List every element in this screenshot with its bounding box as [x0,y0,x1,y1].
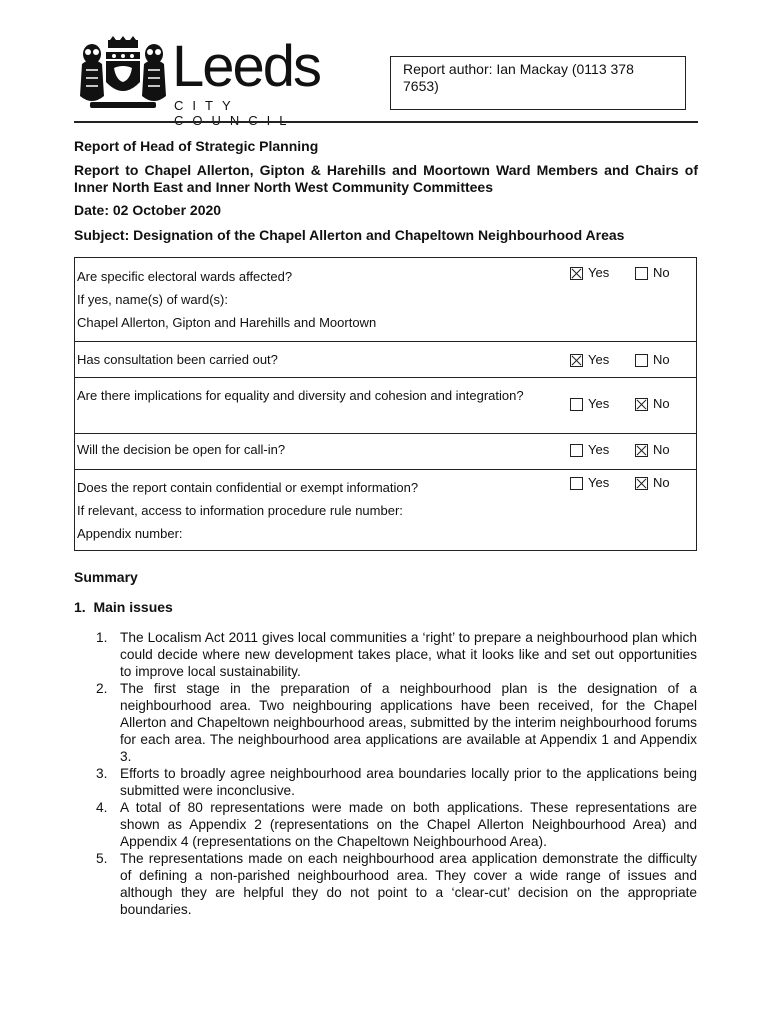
checkbox-unchecked-icon[interactable] [570,398,583,411]
no-option[interactable]: No [635,396,670,412]
question-text: Has consultation been carried out? [77,352,278,367]
report-to: Report to Chapel Allerton, Gipton & Harehills and Moortown Ward Members and Chairs of Inner North East and Inner North West Community Committees [74,162,698,195]
yes-option[interactable]: Yes [570,396,609,412]
logo-subtitle: CITY [174,98,240,113]
no-option[interactable]: No [635,265,670,281]
question-row-wards [75,258,696,342]
checkbox-unchecked-icon[interactable] [635,267,648,280]
question-text: Does the report contain confidential or exempt information? [77,480,419,495]
question-text: Are specific electoral wards affected? [77,269,293,284]
checkbox-checked-icon[interactable] [635,398,648,411]
checkbox-checked-icon[interactable] [570,267,583,280]
questions-table [74,257,697,551]
list-item: 5. The representations made on each neighbourhood area application demonstrate the difficulty of defining a non-parished neighbourhood area. They cover a wide range of issues and although they are helpful they do not point to a ‘clear-cut’ decision on the appropriate boundaries. [96,851,697,917]
yes-option[interactable]: Yes [570,352,609,368]
checkbox-unchecked-icon[interactable] [635,354,648,367]
question-row-call-in [75,434,696,470]
leeds-city-council-logo [78,36,358,116]
logo-wordmark: Leeds [172,34,321,99]
report-of: Report of Head of Strategic Planning [74,138,319,154]
question-text: If relevant, access to information procedure rule number: [77,503,403,518]
list-item: 3. Efforts to broadly agree neighbourhood area boundaries locally prior to the applications being submitted were inconclusive. [96,766,697,798]
list-item: 1. The Localism Act 2011 gives local communities a ‘right’ to prepare a neighbourhood plan which could decide where new development takes place, what it looks like and set out opportunities to improve local sustainability. [96,630,697,679]
yes-option[interactable]: Yes [570,475,609,491]
checkbox-checked-icon[interactable] [635,444,648,457]
main-issues-heading: 1. Main issues [74,599,173,615]
no-option[interactable]: No [635,442,670,458]
no-option[interactable]: No [635,352,670,368]
checkbox-checked-icon[interactable] [570,354,583,367]
question-answer: Chapel Allerton, Gipton and Harehills and Moortown [77,315,377,330]
question-text: Will the decision be open for call-in? [77,442,286,457]
yes-option[interactable]: Yes [570,442,609,458]
report-author-box: Report author: Ian Mackay (0113 378 7653) [390,56,686,110]
question-text: Appendix number: [77,526,183,541]
question-text: Are there implications for equality and diversity and cohesion and integration? [77,388,524,403]
main-issues-list [96,629,697,918]
report-subject: Subject: Designation of the Chapel Allerton and Chapeltown Neighbourhood Areas [74,227,625,243]
yes-option[interactable]: Yes [570,265,609,281]
question-row-consultation [75,342,696,378]
question-row-confidential [75,470,696,550]
checkbox-checked-icon[interactable] [635,477,648,490]
question-text: If yes, name(s) of ward(s): [77,292,228,307]
report-date: Date: 02 October 2020 [74,202,222,218]
question-row-equality [75,378,696,434]
checkbox-unchecked-icon[interactable] [570,477,583,490]
list-item: 4. A total of 80 representations were made on both applications. These representations are shown as Appendix 2 (representations on the Chapel Allerton Neighbourhood Area) and Appendix 4 (representations on the Chapeltown Neighbourhood Area). [96,800,697,849]
header-divider [74,121,698,123]
list-item: 2. The first stage in the preparation of a neighbourhood plan is the designation of a neighbourhood area. Two neighbouring applications have been received, for the Chapel Allerton and Chapeltown neighbourhood areas, submitted by the interim neighbourhood forums for each area. The neighbourhood area applications are available at Appendix 1 and Appendix 3. [96,681,697,764]
checkbox-unchecked-icon[interactable] [570,444,583,457]
summary-heading: Summary [74,569,138,585]
no-option[interactable]: No [635,475,670,491]
